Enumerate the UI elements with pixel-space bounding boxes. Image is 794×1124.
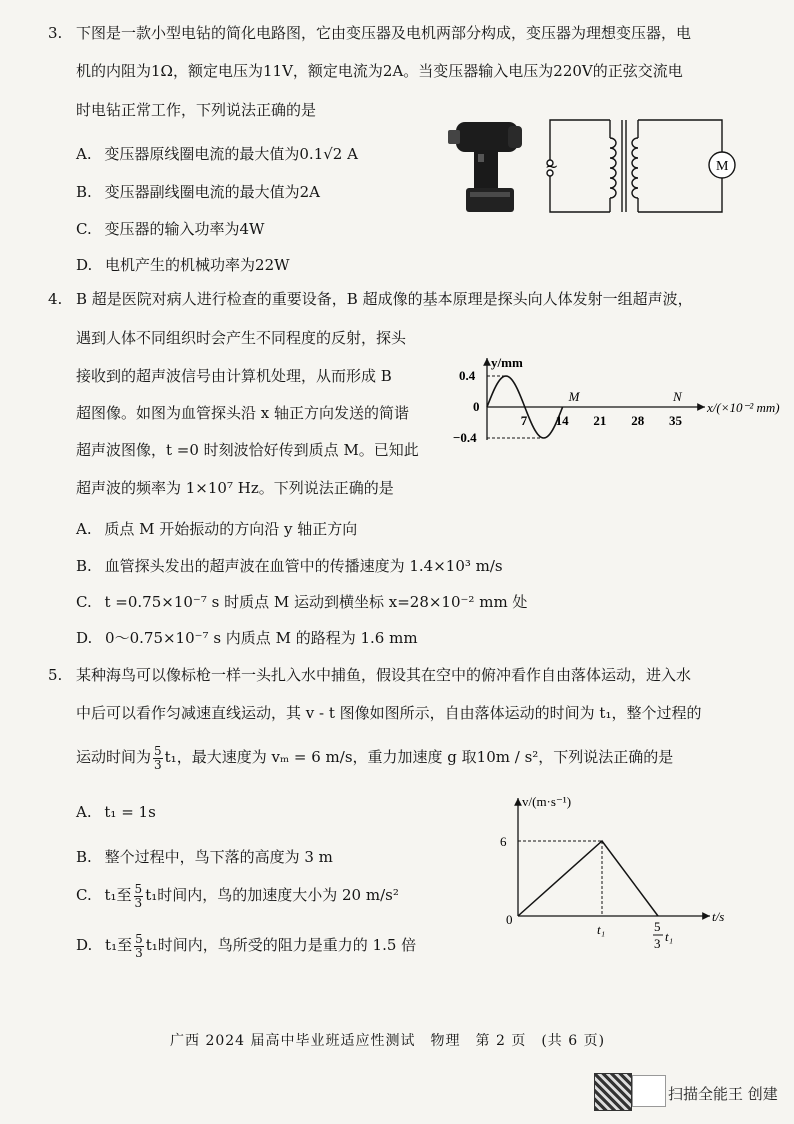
option-text-pre: t₁至	[105, 936, 133, 954]
option-label: B.	[76, 183, 92, 201]
q4-option-b	[76, 555, 503, 576]
fraction	[134, 883, 144, 910]
option-text: 变压器的输入功率为4W	[104, 220, 265, 238]
q4-option-d	[76, 627, 418, 648]
option-label: A.	[76, 803, 92, 821]
q5-stem-line-3	[76, 742, 673, 772]
point-n-label: N	[673, 389, 682, 404]
v-t-graph	[488, 790, 738, 970]
y-axis-label: y/mm	[491, 355, 523, 370]
option-label: A.	[76, 145, 92, 163]
q3-option-d	[76, 254, 290, 275]
drill-illustration	[448, 116, 534, 216]
fraction-denominator: 3	[135, 945, 143, 960]
q4-stem-line-2: 遇到人体不同组织时会产生不同程度的反射，探头	[76, 329, 407, 347]
x-tick-label: 28	[631, 413, 645, 428]
option-text: t₁ = 1s	[104, 803, 156, 821]
fraction-denominator: 3	[134, 895, 143, 910]
option-text: 血管探头发出的超声波在血管中的传播速度为 1.4×10³ m/s	[104, 557, 503, 575]
option-label: D.	[76, 629, 93, 647]
v-tick-6: 6	[500, 834, 507, 849]
q4-stem-line-6: 超声波的频率为 1×10⁷ Hz。下列说法正确的是	[76, 479, 394, 497]
fraction-numerator: 5	[134, 881, 143, 896]
q5-number: 5.	[48, 666, 63, 684]
fraction-numerator: 5	[654, 919, 661, 934]
q3-option-b	[76, 181, 320, 202]
option-label: D.	[76, 256, 93, 274]
x-axis-label: x/(×10⁻² mm)	[707, 400, 780, 415]
option-label: C.	[76, 886, 92, 904]
q5-option-c	[76, 880, 399, 910]
q4-stem-line-5: 超声波图像，t =0 时刻波恰好传到质点 M。已知此	[76, 441, 419, 459]
y-tick-top: 0.4	[459, 368, 476, 383]
option-text: 质点 M 开始振动的方向沿 y 轴正方向	[104, 520, 358, 538]
t-axis-label: t/s	[712, 909, 725, 924]
camscanner-logo-icon	[632, 1075, 666, 1107]
scanner-watermark: 扫描全能王 创建	[668, 1085, 778, 1103]
option-text-post: t₁时间内，鸟的加速度大小为 20 m/s²	[145, 886, 399, 904]
fraction-numerator: 5	[135, 931, 143, 946]
option-text: t =0.75×10⁻⁷ s 时质点 M 运动到横坐标 x=28×10⁻² mm 处	[104, 593, 528, 611]
q3-stem-line-3: 时电钻正常工作，下列说法正确的是	[76, 101, 317, 119]
point-m-label: M	[568, 389, 580, 404]
x-tick-labels	[521, 413, 683, 428]
q3-stem-line-2: 机的内阻为1Ω，额定电压为11V，额定电流为2A。当变压器输入电压为220V的正弦交流电	[76, 62, 683, 80]
q3-option-c	[76, 218, 264, 239]
option-label: B.	[76, 848, 92, 866]
y-tick-zero: 0	[473, 399, 480, 414]
q4-option-c	[76, 591, 527, 612]
fraction	[134, 933, 144, 960]
t1-tick-label: t₁	[597, 922, 606, 937]
option-text: 整个过程中，鸟下落的高度为 3 m	[104, 848, 333, 866]
five-thirds-t1-label	[653, 919, 673, 951]
fraction	[153, 745, 163, 772]
option-text: 电机产生的机械功率为22W	[105, 256, 290, 274]
x-tick-label: 35	[669, 413, 682, 428]
q5-stem-line-2: 中后可以看作匀减速直线运动，其 v - t 图像如图所示，自由落体运动的时间为 t₁，整个过程的	[76, 704, 702, 722]
q4-number: 4.	[48, 290, 63, 308]
ac-source-symbol: ~	[545, 157, 559, 176]
velocity-curve	[518, 841, 658, 916]
q4-stem-line-1: B 超是医院对病人进行检查的重要设备，B 超成像的基本原理是探头向人体发射一组超声波，	[76, 290, 693, 308]
option-text: 0～0.75×10⁻⁷ s 内质点 M 的路程为 1.6 mm	[105, 629, 418, 647]
option-text: 变压器原线圈电流的最大值为0.1√2 A	[104, 145, 358, 163]
q3-number: 3.	[48, 24, 63, 42]
stem-text: t₁，最大速度为 vₘ = 6 m/s，重力加速度 g 取10m / s²，下列说法正确的是	[164, 748, 674, 766]
y-tick-bottom: −0.4	[453, 430, 477, 444]
option-label: C.	[76, 593, 92, 611]
option-text: 变压器副线圈电流的最大值为2A	[104, 183, 320, 201]
q5-stem-line-1: 某种海鸟可以像标枪一样一头扎入水中捕鱼，假设其在空中的俯冲看作自由落体运动，进入水	[76, 666, 692, 684]
t1-symbol: t₁	[665, 929, 674, 944]
wave-graph	[445, 352, 790, 444]
option-text-post: t₁时间内，鸟所受的阻力是重力的 1.5 倍	[145, 936, 417, 954]
x-tick-label: 7	[520, 413, 528, 428]
q4-stem-line-3: 接收到的超声波信号由计算机处理，从而形成 B	[76, 367, 392, 385]
v-axis-label: v/(m·s⁻¹)	[522, 794, 572, 809]
x-tick-label: 14	[555, 413, 569, 428]
option-label: D.	[76, 936, 93, 954]
q3-stem-line-1: 下图是一款小型电钻的简化电路图，它由变压器及电机两部分构成，变压器为理想变压器，电	[76, 24, 692, 42]
option-label: C.	[76, 220, 92, 238]
origin-label: 0	[506, 912, 513, 927]
x-tick-label: 21	[593, 413, 607, 428]
fraction-denominator: 3	[154, 757, 162, 772]
page-footer: 广西 2024 届高中毕业班适应性测试 物理 第 2 页 (共 6 页)	[170, 1033, 606, 1049]
q4-option-a	[76, 518, 357, 539]
fraction-numerator: 5	[154, 743, 162, 758]
stem-text: 运动时间为	[76, 748, 152, 766]
motor-label: M	[716, 159, 729, 174]
q3-option-a	[76, 143, 358, 164]
option-text-pre: t₁至	[104, 886, 132, 904]
q5-option-d	[76, 930, 416, 960]
option-label: A.	[76, 520, 92, 538]
q5-option-a	[76, 803, 156, 821]
q4-stem-line-4: 超图像。如图为血管探头沿 x 轴正方向发送的简谐	[76, 404, 409, 422]
transformer-circuit-diagram	[540, 116, 740, 216]
fraction-denominator: 3	[654, 936, 661, 951]
option-label: B.	[76, 557, 92, 575]
qr-code-icon	[594, 1073, 632, 1111]
q5-option-b	[76, 846, 333, 867]
